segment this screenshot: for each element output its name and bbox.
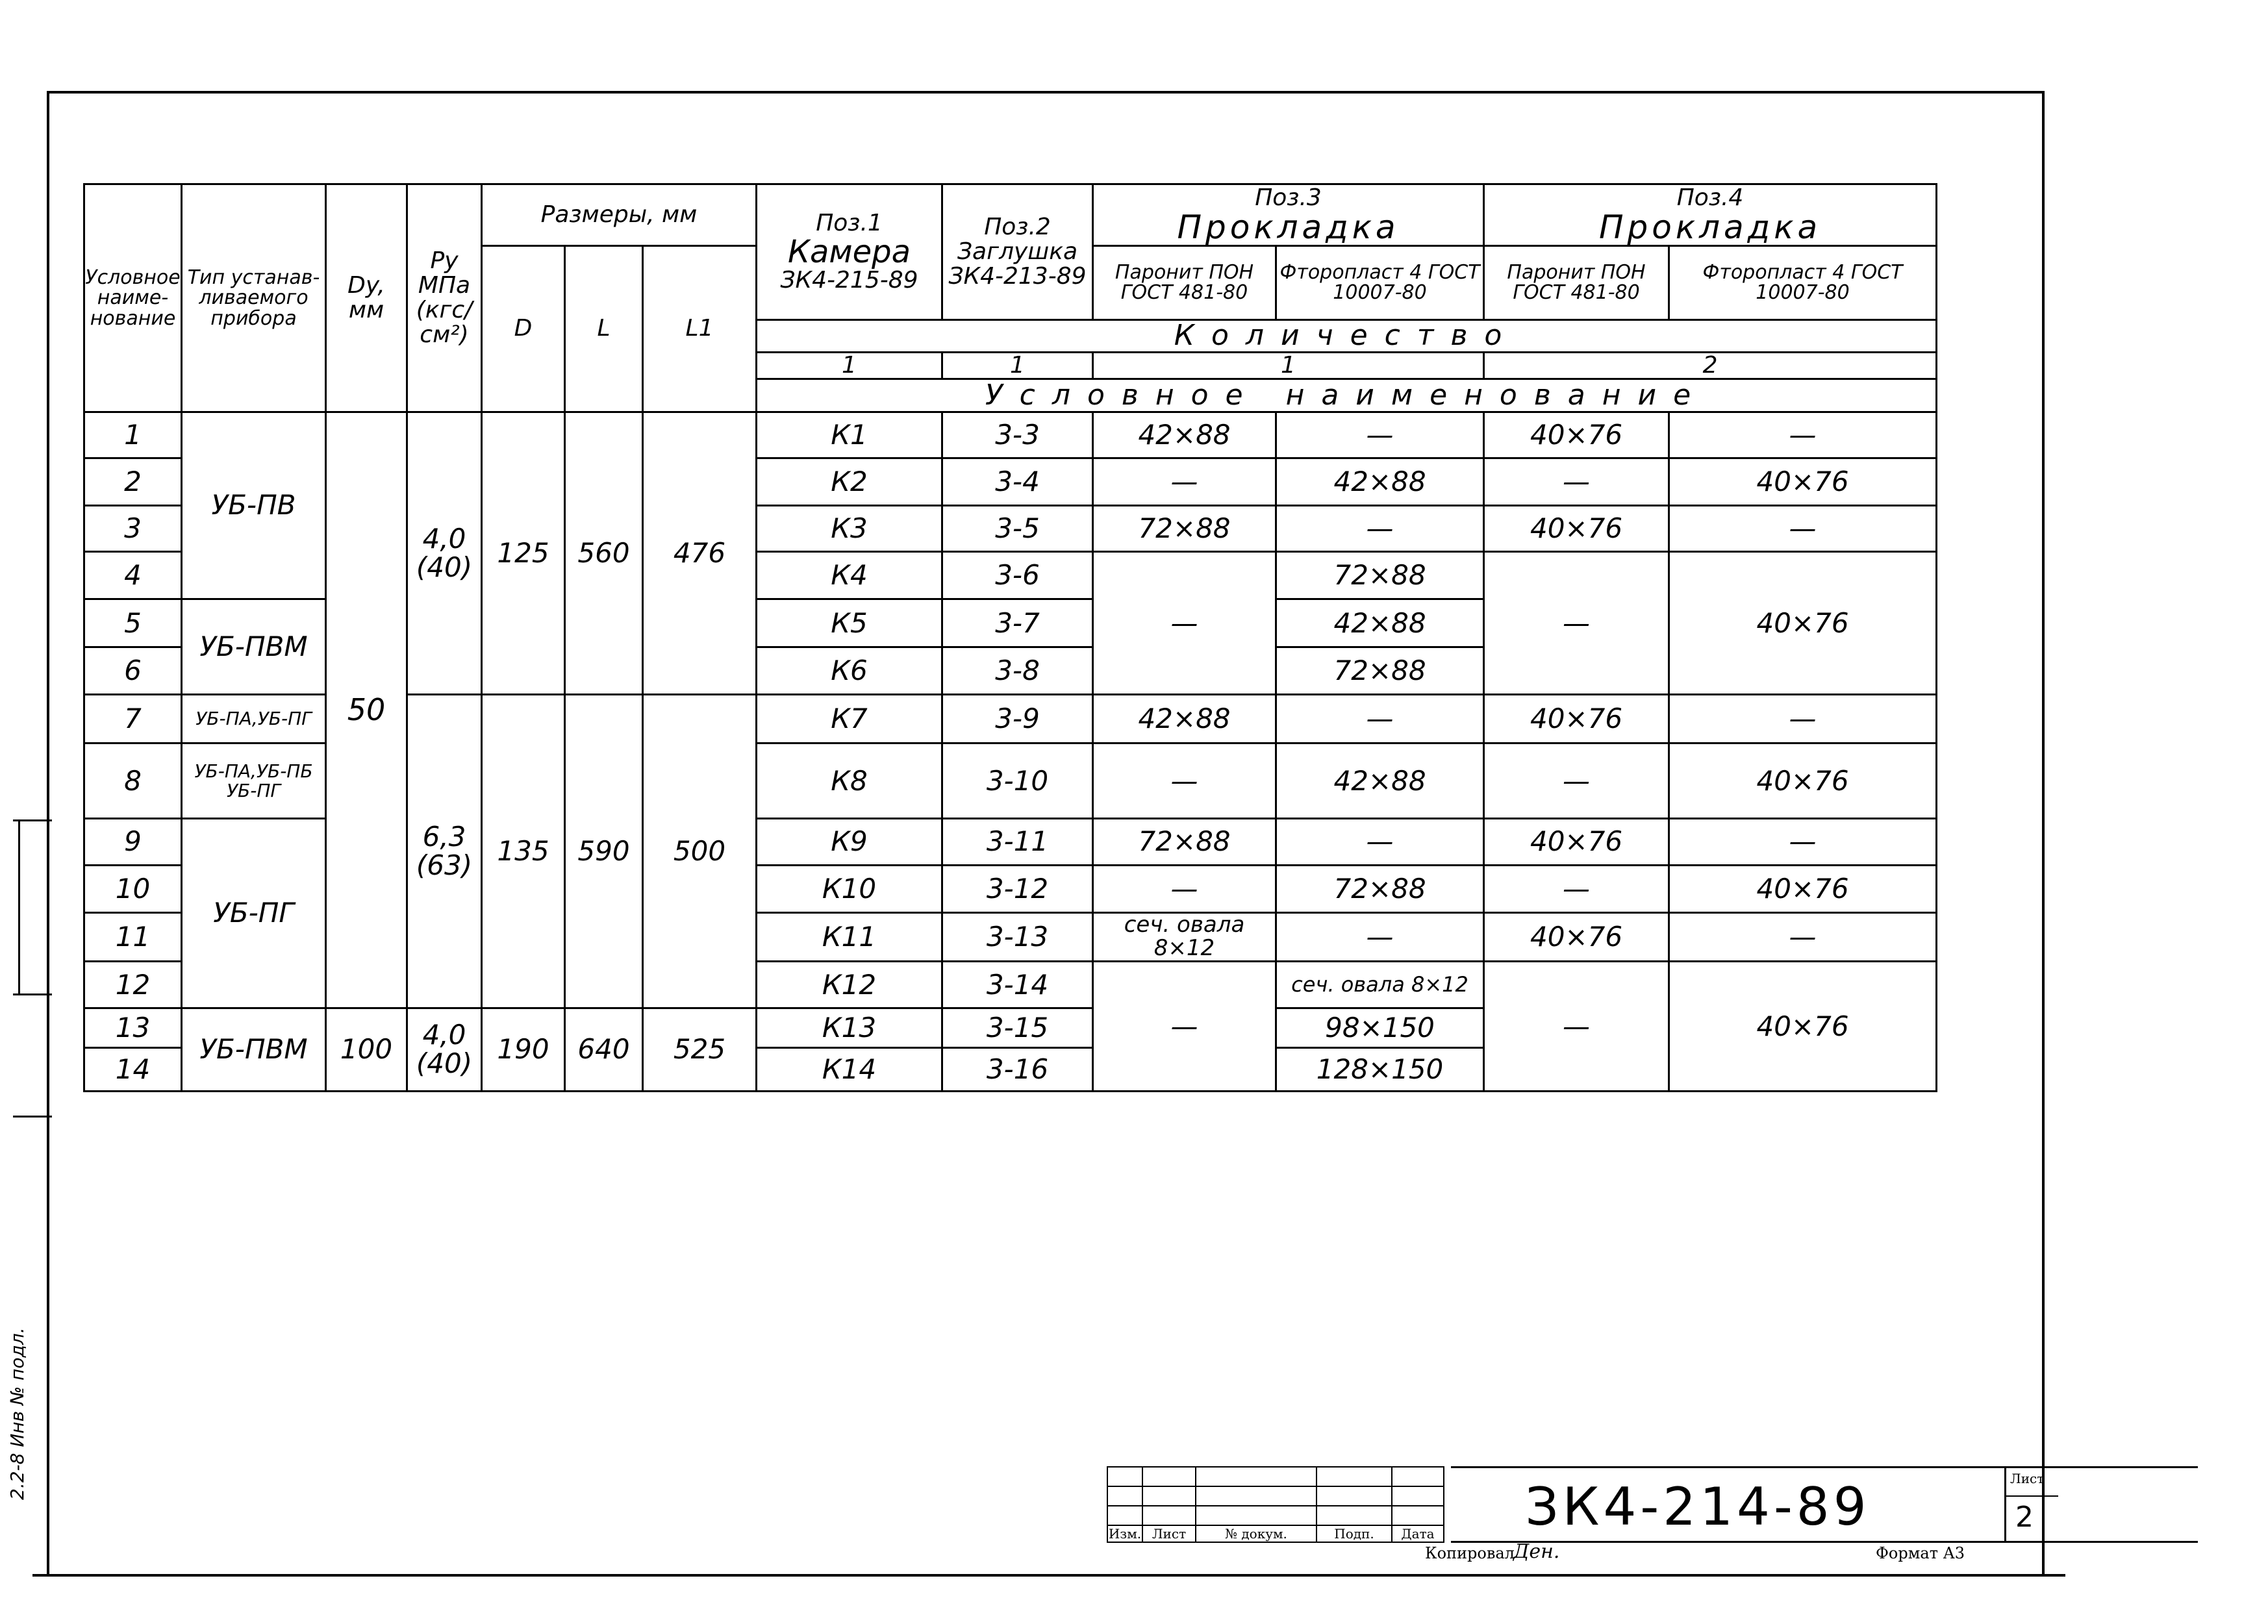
cell-pos3-b: 98×150 [1276, 1008, 1484, 1047]
col-sign: Подп. [1317, 1525, 1392, 1542]
cell-n: 14 [84, 1047, 182, 1091]
cell-n: 2 [84, 458, 182, 505]
cell-n: 10 [84, 865, 182, 912]
spec-table [83, 183, 1937, 1092]
header-pos3-b: Фторопласт 4 ГОСТ 10007-80 [1276, 245, 1484, 319]
cell-pos3-b: 42×88 [1276, 599, 1484, 647]
cell-pos3-a: — [1093, 865, 1276, 912]
cell-pos3-b: 128×150 [1276, 1047, 1484, 1091]
cell-pos3-b: 72×88 [1276, 865, 1484, 912]
cell-plug: 3-14 [942, 962, 1093, 1008]
header-py: Py МПа (кгс/см²) [407, 184, 482, 412]
cell-pos3-a: 72×88 [1093, 505, 1276, 551]
doc-number: ЗК4-214-89 [1525, 1477, 1871, 1537]
pos1-title: Поз.1 [816, 209, 883, 236]
cell-py: 4,0 (40) [407, 1008, 482, 1091]
cell-pos4-a: — [1484, 865, 1669, 912]
copied-label: Копировал [1425, 1544, 1515, 1562]
qty-pos1: 1 [757, 352, 942, 379]
cell-pos4-a: 40×76 [1484, 412, 1669, 458]
pos4-title: Поз.4 [1676, 184, 1744, 211]
margin-tick [13, 1116, 52, 1118]
cell-type: УБ-ПА,УБ-ПБ УБ-ПГ [182, 743, 326, 819]
cell-n: 6 [84, 647, 182, 694]
cell-type: УБ-ПВ [182, 412, 326, 599]
cell-plug: 3-15 [942, 1008, 1093, 1047]
cell-pos3-a: 42×88 [1093, 412, 1276, 458]
cell-camera: К8 [757, 743, 942, 819]
cell-n: 9 [84, 819, 182, 865]
qty-pos4: 2 [1484, 352, 1937, 379]
cell-pos4-a: 40×76 [1484, 695, 1669, 743]
cell-camera: К10 [757, 865, 942, 912]
cell-pos4-a: — [1484, 962, 1669, 1092]
cell-pos3-b: — [1276, 695, 1484, 743]
margin-stamp: 2.2-8 Инв № подл. [6, 1327, 28, 1500]
header-dim-D: D [482, 245, 565, 412]
cell-pos3-a: — [1093, 962, 1276, 1092]
header-pos4-b: Фторопласт 4 ГОСТ 10007-80 [1669, 245, 1937, 319]
header-dim-L: L [565, 245, 643, 412]
cell-pos3-b: — [1276, 819, 1484, 865]
col-list: Лист [1142, 1525, 1196, 1542]
cell-pos4-a: — [1484, 552, 1669, 695]
cell-pos4-b: — [1669, 412, 1937, 458]
cell-n: 4 [84, 552, 182, 599]
cell-pos4-a: 40×76 [1484, 505, 1669, 551]
cell-pos3-b: 42×88 [1276, 743, 1484, 819]
cell-pos4-b: 40×76 [1669, 865, 1937, 912]
cell-n: 1 [84, 412, 182, 458]
bottom-border [32, 1574, 2065, 1577]
cell-pos4-a: — [1484, 458, 1669, 505]
cell-camera: К9 [757, 819, 942, 865]
cell-pos3-a: 72×88 [1093, 819, 1276, 865]
cell-plug: 3-6 [942, 552, 1093, 599]
col-doc: № докум. [1196, 1525, 1317, 1542]
cell-py: 4,0 (40) [407, 412, 482, 695]
cell-n: 11 [84, 912, 182, 962]
pos3-title: Поз.3 [1255, 184, 1322, 211]
cell-camera: К3 [757, 505, 942, 551]
cell-L: 640 [565, 1008, 643, 1091]
sheet-divider [2006, 1495, 2058, 1497]
pos1-name: Камера [787, 233, 911, 270]
cell-pos3-b: сеч. овала 8×12 [1276, 962, 1484, 1008]
cell-plug: 3-4 [942, 458, 1093, 505]
header-device-type: Тип устанав-ливаемого прибора [182, 184, 326, 412]
cell-L1: 525 [643, 1008, 757, 1091]
cell-pos3-b: — [1276, 412, 1484, 458]
cell-pos4-b: — [1669, 695, 1937, 743]
header-dim-L1: L1 [643, 245, 757, 412]
cell-camera: К2 [757, 458, 942, 505]
cell-pos4-b: 40×76 [1669, 552, 1937, 695]
cell-pos3-a: — [1093, 552, 1276, 695]
pos2-name: Заглушка [957, 238, 1078, 266]
header-pos4-a: Паронит ПОН ГОСТ 481-80 [1484, 245, 1669, 319]
header-pos3 [1093, 184, 1484, 246]
cell-camera: К12 [757, 962, 942, 1008]
cell-plug: 3-13 [942, 912, 1093, 962]
cell-camera: К4 [757, 552, 942, 599]
cell-type: УБ-ПА,УБ-ПГ [182, 695, 326, 743]
cell-dy: 100 [326, 1008, 407, 1091]
cell-D: 190 [482, 1008, 565, 1091]
cell-L: 560 [565, 412, 643, 695]
cell-plug: 3-7 [942, 599, 1093, 647]
cell-n: 13 [84, 1008, 182, 1047]
cell-pos3-b: — [1276, 912, 1484, 962]
cell-type: УБ-ПВМ [182, 599, 326, 695]
header-name: Условное наиме-нование [84, 184, 182, 412]
qty-pos3: 1 [1093, 352, 1484, 379]
cell-pos4-b: — [1669, 912, 1937, 962]
cell-pos4-b: 40×76 [1669, 962, 1937, 1092]
cell-L: 590 [565, 695, 643, 1008]
cell-n: 3 [84, 505, 182, 551]
cell-D: 135 [482, 695, 565, 1008]
cell-plug: 3-8 [942, 647, 1093, 694]
cell-camera: К14 [757, 1047, 942, 1091]
cell-pos3-b: 42×88 [1276, 458, 1484, 505]
cell-type: УБ-ПГ [182, 819, 326, 1008]
cell-pos3-a: — [1093, 458, 1276, 505]
cell-camera: К11 [757, 912, 942, 962]
cell-type: УБ-ПВМ [182, 1008, 326, 1091]
sheet-box [2004, 1466, 2058, 1543]
pos1-doc: ЗК4-215-89 [780, 267, 918, 294]
cell-pos4-a: 40×76 [1484, 912, 1669, 962]
cell-n: 8 [84, 743, 182, 819]
cell-pos3-b: — [1276, 505, 1484, 551]
cell-plug: 3-9 [942, 695, 1093, 743]
cell-plug: 3-11 [942, 819, 1093, 865]
cell-pos4-b: 40×76 [1669, 458, 1937, 505]
header-dy: Dy, мм [326, 184, 407, 412]
pos3-name: Прокладка [1177, 208, 1400, 246]
margin-tick [13, 993, 52, 995]
col-izm: Изм. [1108, 1526, 1142, 1542]
pos2-title: Поз.2 [984, 214, 1051, 241]
cell-plug: 3-16 [942, 1047, 1093, 1091]
cell-pos4-b: 40×76 [1669, 743, 1937, 819]
cell-L1: 500 [643, 695, 757, 1008]
cell-pos4-b: — [1669, 505, 1937, 551]
sheet-number: 2 [2015, 1501, 2034, 1534]
cell-plug: 3-12 [942, 865, 1093, 912]
qty-pos2: 1 [942, 352, 1093, 379]
header-cond-name: Условное наименование [757, 379, 1937, 412]
revision-table [1107, 1466, 1444, 1543]
cell-L1: 476 [643, 412, 757, 695]
cell-plug: 3-10 [942, 743, 1093, 819]
header-pos2 [942, 184, 1093, 320]
cell-n: 5 [84, 599, 182, 647]
cell-pos4-a: 40×76 [1484, 819, 1669, 865]
header-pos4 [1484, 184, 1937, 246]
header-pos1 [757, 184, 942, 320]
pos2-doc: ЗК4-213-89 [948, 262, 1087, 290]
title-block [1107, 1466, 2055, 1543]
margin-vert-line [18, 819, 20, 993]
cell-camera: К1 [757, 412, 942, 458]
cell-pos3-b: 72×88 [1276, 552, 1484, 599]
cell-plug: 3-3 [942, 412, 1093, 458]
pos4-name: Прокладка [1598, 208, 1822, 246]
cell-n: 7 [84, 695, 182, 743]
cell-dy: 50 [326, 412, 407, 1008]
cell-pos3-a: — [1093, 743, 1276, 819]
cell-camera: К6 [757, 647, 942, 694]
sheet-label: Лист [2010, 1471, 2045, 1486]
cell-D: 125 [482, 412, 565, 695]
col-date: Дата [1392, 1525, 1444, 1542]
header-dimensions: Размеры, мм [482, 184, 757, 246]
cell-camera: К7 [757, 695, 942, 743]
cell-pos3-a: сеч. овала 8×12 [1093, 912, 1276, 962]
cell-pos3-a: 42×88 [1093, 695, 1276, 743]
header-pos3-a: Паронит ПОН ГОСТ 481-80 [1093, 245, 1276, 319]
header-quantity: Количество [757, 319, 1937, 352]
cell-n: 12 [84, 962, 182, 1008]
cell-pos4-b: — [1669, 819, 1937, 865]
cell-pos4-a: — [1484, 743, 1669, 819]
cell-camera: К13 [757, 1008, 942, 1047]
format-label: Формат А3 [1876, 1544, 1965, 1562]
copied-signature: Ден. [1513, 1540, 1560, 1563]
cell-pos3-b: 72×88 [1276, 647, 1484, 694]
cell-py: 6,3 (63) [407, 695, 482, 1008]
cell-plug: 3-5 [942, 505, 1093, 551]
cell-camera: К5 [757, 599, 942, 647]
